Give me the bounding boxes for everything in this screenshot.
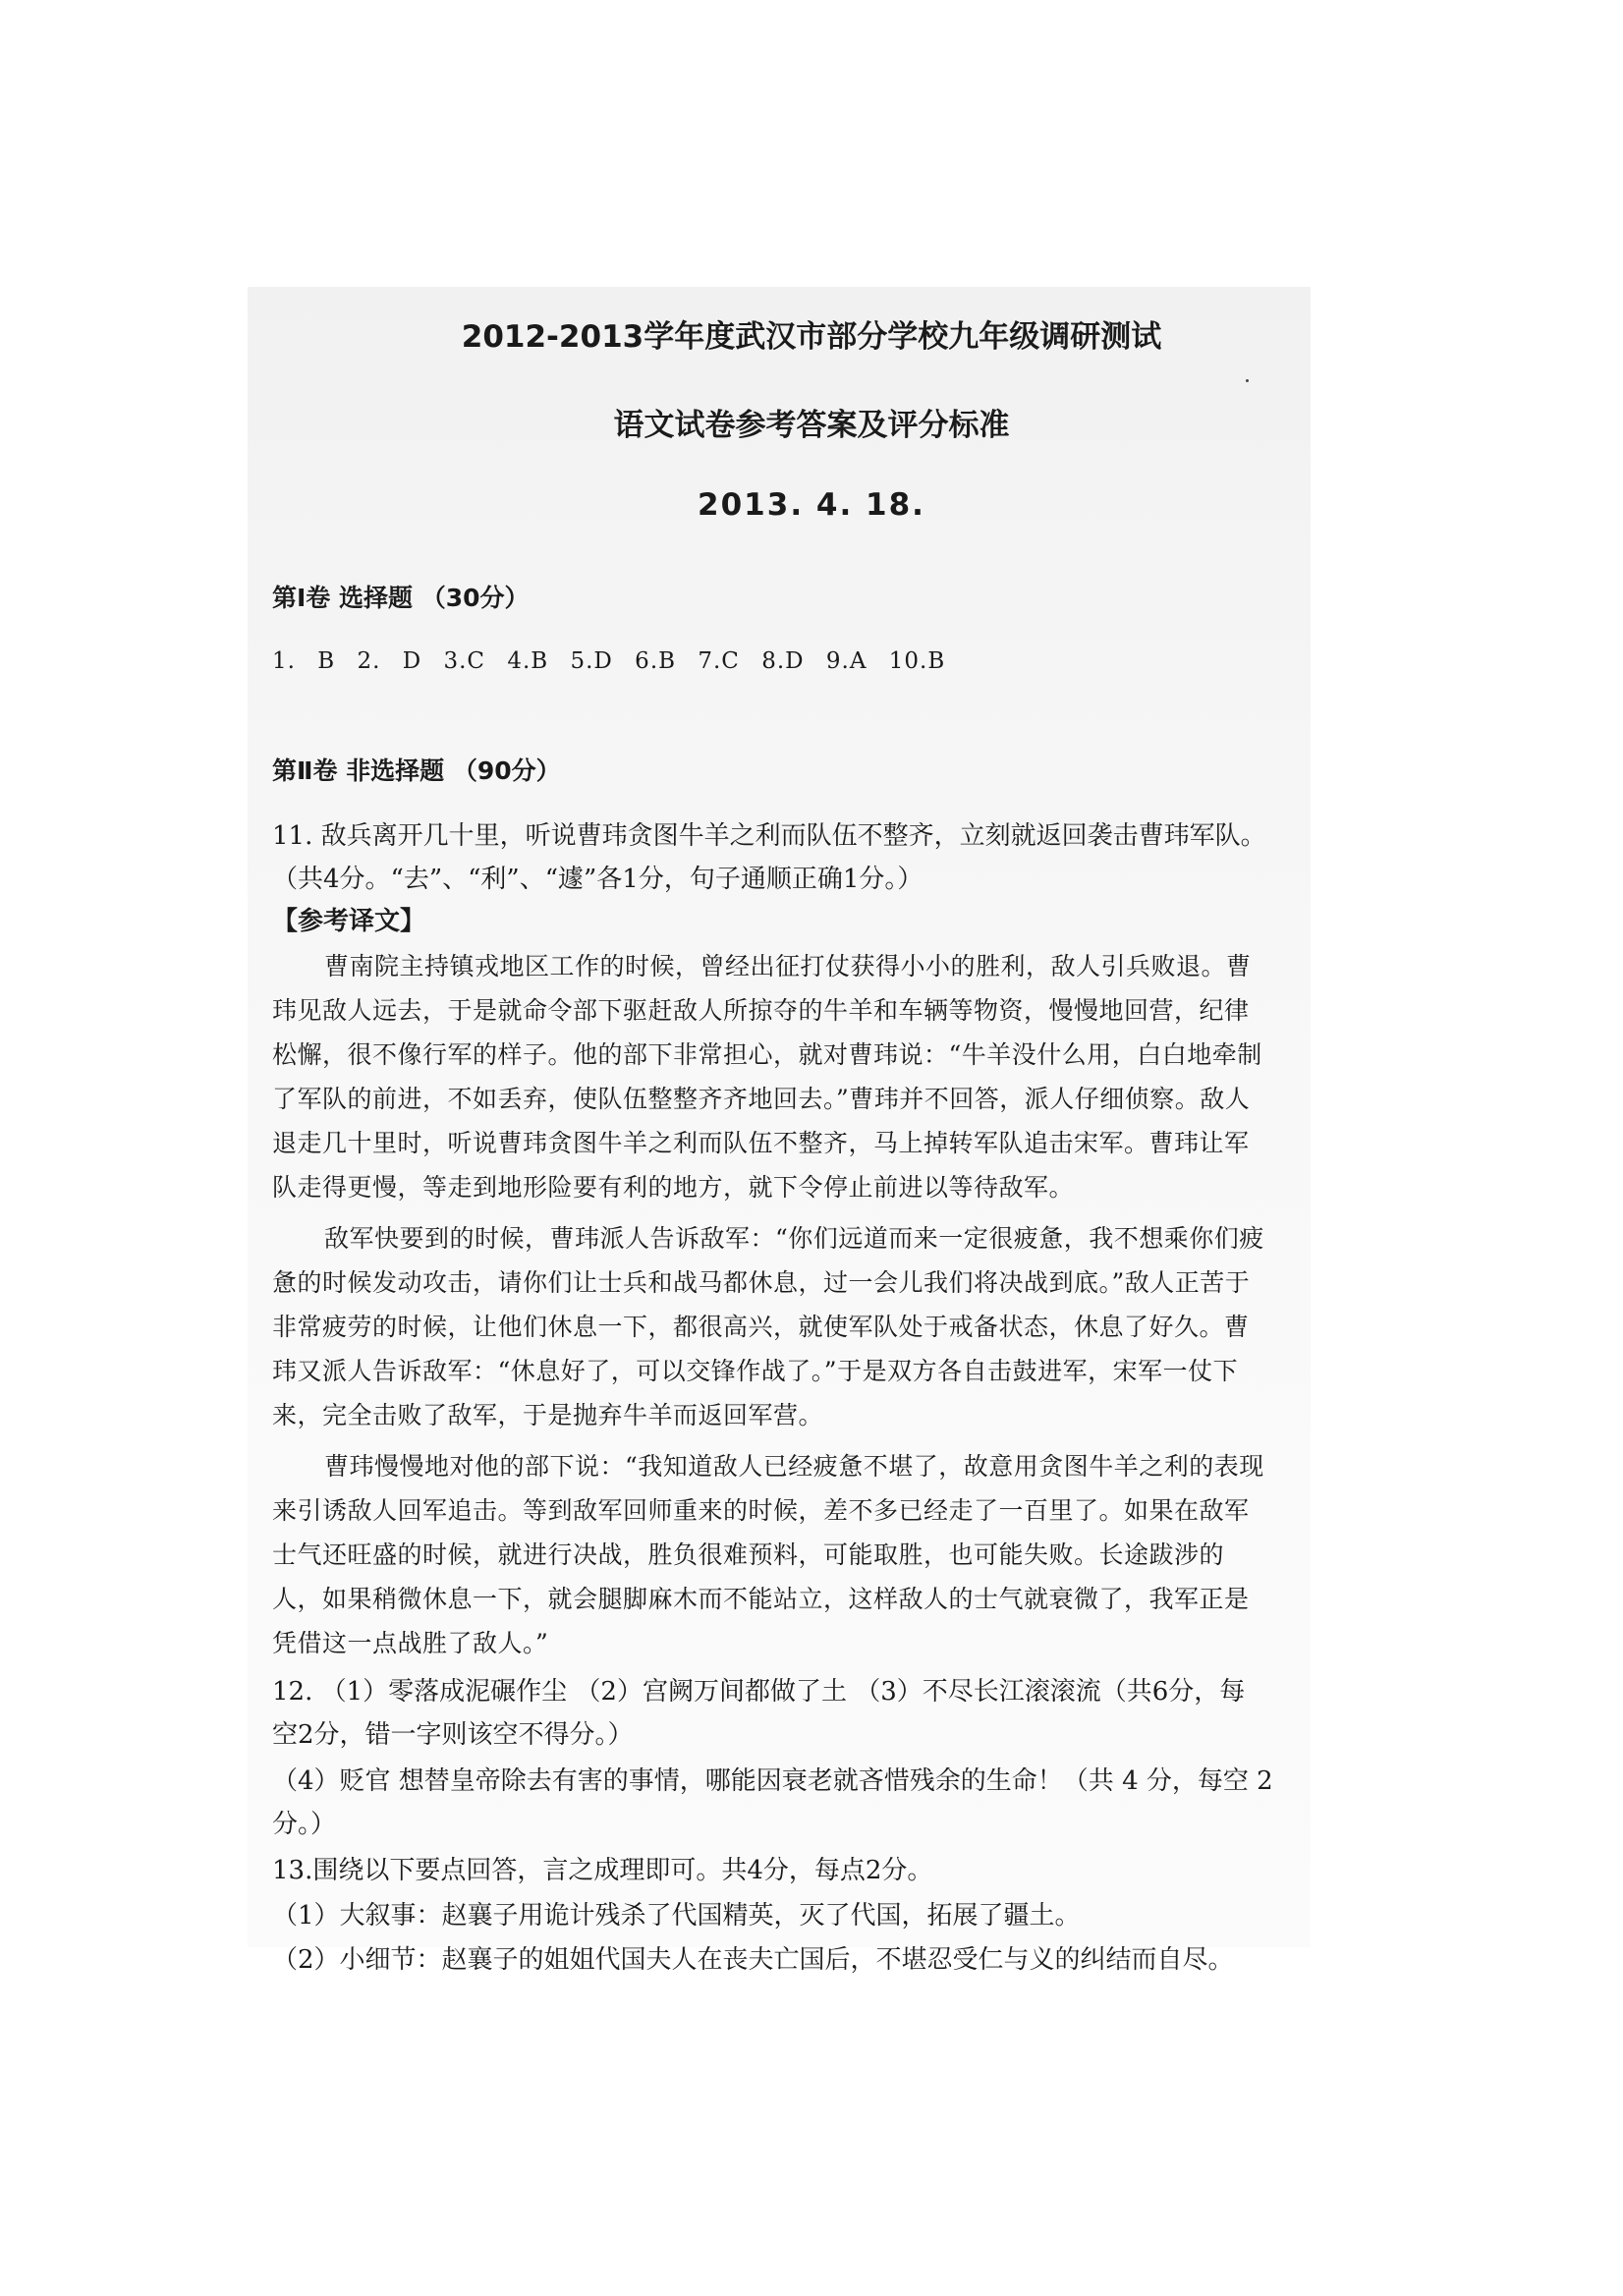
q13-line: 13.围绕以下要点回答，言之成理即可。共4分，每点2分。 <box>272 1856 933 1885</box>
translation-line: 来引诱敌人回军追击。等到敌军回师重来的时候，差不多已经走了一百里了。如果在敌军 <box>272 1496 1250 1525</box>
translation-line: 士气还旺盛的时候，就进行决战，胜负很难预料，可能取胜，也可能失败。长途跋涉的 <box>272 1540 1225 1569</box>
q12-line: 12. （1）零落成泥碾作尘 （2）宫阙万间都做了土 （3）不尽长江滚滚流（共6分，每 <box>272 1677 1246 1707</box>
q12-line: 分。） <box>272 1810 337 1839</box>
translation-line: 了军队的前进，不如丢弃，使队伍整整齐齐地回去。”曹玮并不回答，派人仔细侦察。敌人 <box>272 1085 1251 1113</box>
translation-line: 来，完全击败了敌军，于是抛弃牛羊而返回军营。 <box>272 1401 824 1429</box>
translation-line: 敌军快要到的时候，曹玮派人告诉敌军：“你们远道而来一定很疲惫，我不想乘你们疲 <box>324 1224 1264 1253</box>
section1-heading: 第Ⅰ卷 选择题 （30分） <box>272 584 530 612</box>
q12-line: （4）贬官 想替皇帝除去有害的事情，哪能因衰老就吝惜残余的生命！（共 4 分，每空 2 <box>272 1766 1273 1796</box>
translation-line: 曹玮慢慢地对他的部下说：“我知道敌人已经疲惫不堪了，故意用贪图牛羊之利的表现 <box>324 1452 1264 1481</box>
translation-line: 凭借这一点战胜了敌人。” <box>272 1629 549 1657</box>
translation-line: 曹南院主持镇戎地区工作的时候，曾经出征打仗获得小小的胜利，敌人引兵败退。曹 <box>324 952 1252 980</box>
section2-heading: 第Ⅱ卷 非选择题 （90分） <box>272 756 561 785</box>
translation-line: 松懈，很不像行军的样子。他的部下非常担心，就对曹玮说：“牛羊没什么用，白白地牵制 <box>272 1040 1262 1069</box>
page-title: 2012-2013学年度武汉市部分学校九年级调研测试 <box>461 319 1162 355</box>
q13-line: （2）小细节：赵襄子的姐姐代国夫人在丧夫亡国后，不堪忍受仁与义的纠结而自尽。 <box>272 1945 1234 1975</box>
translation-line: 玮又派人告诉敌军：“休息好了，可以交锋作战了。”于是双方各自击鼓进军，宋军一仗下 <box>272 1357 1239 1385</box>
page-date: 2013. 4. 18. <box>698 487 925 523</box>
q13-line: （1）大叙事：赵襄子用诡计残杀了代国精英，灭了代国，拓展了疆土。 <box>272 1901 1081 1931</box>
q11-reference-heading: 【参考译文】 <box>272 907 426 936</box>
translation-line: 玮见敌人远去，于是就命令部下驱赶敌人所掠夺的牛羊和车辆等物资，慢慢地回营，纪律 <box>272 996 1250 1025</box>
q12-line: 空2分，错一字则该空不得分。） <box>272 1720 634 1750</box>
section1-answers: 1. B 2. D 3.C 4.B 5.D 6.B 7.C 8.D 9.A 10.B <box>272 648 946 674</box>
q11-answer: 11. 敌兵离开几十里，听说曹玮贪图牛羊之利而队伍不整齐，立刻就返回袭击曹玮军队。 <box>272 821 1266 851</box>
translation-line: 队走得更慢，等走到地形险要有利的地方，就下令停止前进以等待敌军。 <box>272 1173 1075 1202</box>
translation-line: 人，如果稍微休息一下，就会腿脚麻木而不能站立，这样敌人的士气就衰微了，我军正是 <box>272 1585 1250 1613</box>
q11-scoring: （共4分。“去”、“利”、“遽”各1分，句子通顺正确1分。） <box>272 865 923 894</box>
translation-line: 非常疲劳的时候，让他们休息一下，都很高兴，就使军队处于戒备状态，休息了好久。曹 <box>272 1313 1250 1341</box>
translation-line: 退走几十里时，听说曹玮贪图牛羊之利而队伍不整齐，马上掉转军队追击宋军。曹玮让军 <box>272 1129 1250 1157</box>
scan-speck <box>1246 379 1249 382</box>
page-subtitle: 语文试卷参考答案及评分标准 <box>613 408 1010 443</box>
translation-line: 惫的时候发动攻击，请你们让士兵和战马都休息，过一会儿我们将决战到底。”敌人正苦于 <box>272 1268 1251 1297</box>
